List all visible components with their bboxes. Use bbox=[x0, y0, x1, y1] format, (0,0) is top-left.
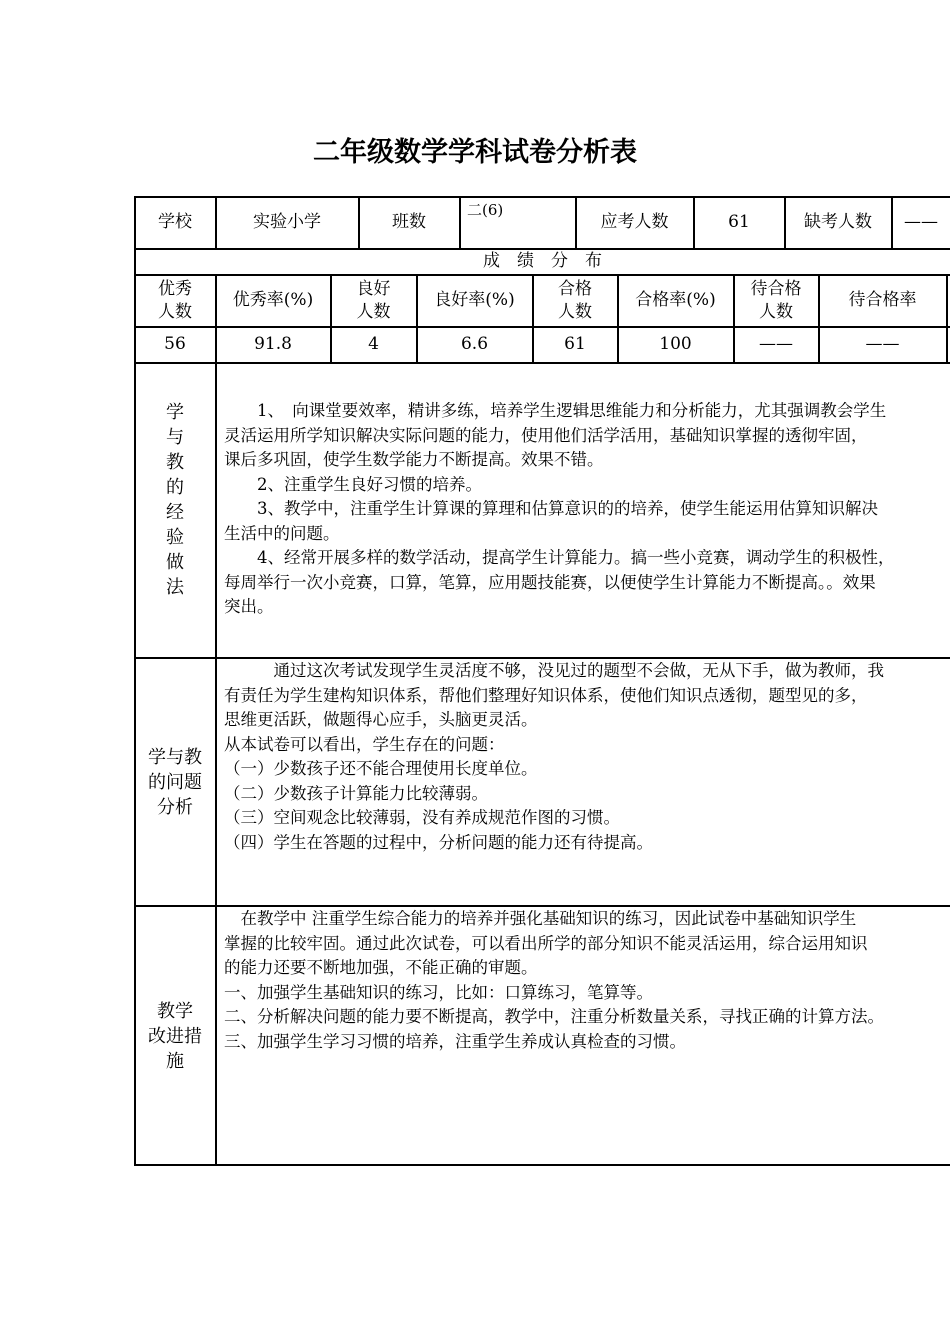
text-line: 4、经常开展多样的数学活动，提高学生计算能力。搞一些小竞赛，调动学生的积极性， bbox=[224, 548, 895, 567]
label-char: 与 bbox=[166, 427, 184, 448]
label-line: 的问题 bbox=[148, 771, 202, 793]
label-char: 法 bbox=[166, 577, 184, 598]
absent-count-value: —— bbox=[904, 212, 938, 232]
absent-count-label: 缺考人数 bbox=[804, 212, 872, 232]
pending-rate-header: 待合格率 bbox=[848, 290, 917, 310]
text-line: 1、 向课堂要效率，精讲多练，培养学生逻辑思维能力和分析能力，尤其强调教会学生 bbox=[224, 401, 887, 420]
label-line: 分析 bbox=[157, 796, 193, 818]
pass-count-value: 61 bbox=[564, 334, 586, 354]
label-line: 改进措 bbox=[148, 1025, 202, 1047]
pass-rate-header: 合格率(%) bbox=[635, 290, 716, 310]
expected-count-label: 应考人数 bbox=[600, 212, 669, 232]
header-line: 合格 bbox=[558, 278, 592, 299]
table-border bbox=[134, 1164, 950, 1166]
text-line: 的能力还要不断地加强，不能正确的审题。 bbox=[224, 958, 538, 977]
text-line: 一、加强学生基础知识的练习，比如：口算练习，笔算等。 bbox=[224, 982, 653, 1002]
text-line: 思维更活跃，做题得心应手，头脑更灵活。 bbox=[224, 710, 538, 729]
text-line: （三）空间观念比较薄弱，没有养成规范作图的习惯。 bbox=[224, 808, 620, 827]
good-rate-header: 良好率(%) bbox=[434, 290, 515, 310]
improvement-text bbox=[224, 907, 948, 1054]
header-line: 良好 bbox=[356, 278, 391, 299]
text-line: 掌握的比较牢固。通过此次试卷，可以看出所学的部分知识不能灵活运用，综合运用知识 bbox=[224, 933, 868, 953]
header-line: 人数 bbox=[356, 301, 391, 322]
experience-label bbox=[135, 400, 215, 615]
label-line: 教学 bbox=[157, 1000, 193, 1022]
excellent-rate-header: 优秀率(%) bbox=[232, 290, 314, 310]
header-line: 人数 bbox=[759, 301, 793, 322]
problems-label bbox=[135, 742, 215, 822]
text-line: 通过这次考试发现学生灵活度不够，没见过的题型不会做，无从下手，做为教师，我 bbox=[224, 661, 884, 680]
pass-rate-value: 100 bbox=[659, 334, 692, 354]
table-border bbox=[215, 362, 217, 1165]
problems-text bbox=[224, 659, 948, 855]
excellent-count-header bbox=[135, 275, 215, 326]
pending-count-header bbox=[734, 275, 818, 326]
label-line: 施 bbox=[166, 1050, 184, 1072]
pending-count-value: —— bbox=[759, 334, 793, 354]
good-rate-value: 6.6 bbox=[460, 334, 489, 354]
pending-rate-value: —— bbox=[865, 334, 900, 354]
text-line: 每周举行一次小竞赛，口算，笔算，应用题技能赛，以便使学生计算能力不断提高。。效果 bbox=[224, 572, 876, 592]
improvement-label bbox=[135, 996, 215, 1076]
text-line: （二）少数孩子计算能力比较薄弱。 bbox=[224, 783, 488, 803]
label-line: 学与教 bbox=[148, 746, 202, 768]
text-line: （一）少数孩子还不能合理使用长度单位。 bbox=[224, 759, 538, 778]
text-line: 突出。 bbox=[224, 597, 274, 616]
table-border bbox=[134, 362, 950, 364]
page-title: 二年级数学学科试卷分析表 bbox=[313, 137, 637, 168]
text-line: 灵活运用所学知识解决实际问题的能力，使用他们活学活用，基础知识掌握的透彻牢固， bbox=[224, 425, 868, 445]
text-line: 3、教学中，注重学生计算课的算理和估算意识的的培养，使学生能运用估算知识解决 bbox=[224, 499, 878, 518]
text-line: 三、加强学生学习习惯的培养，注重学生养成认真检查的习惯。 bbox=[224, 1031, 686, 1051]
text-line: （四）学生在答题的过程中，分析问题的能力还有待提高。 bbox=[224, 832, 653, 852]
table-border bbox=[459, 196, 461, 249]
school-label: 学校 bbox=[158, 212, 192, 232]
good-count-value: 4 bbox=[368, 334, 379, 354]
label-char: 经 bbox=[166, 502, 184, 523]
header-line: 优秀 bbox=[158, 278, 192, 299]
header-line: 人数 bbox=[558, 301, 592, 322]
school-value: 实验小学 bbox=[253, 212, 321, 232]
class-value: 二(6) bbox=[467, 201, 504, 219]
excellent-count-value: 56 bbox=[164, 334, 186, 354]
label-char: 验 bbox=[166, 527, 184, 548]
text-line: 2、注重学生良好习惯的培养。 bbox=[224, 474, 482, 494]
label-char: 的 bbox=[166, 477, 184, 498]
label-char: 学 bbox=[166, 402, 184, 423]
text-line: 在教学中 注重学生综合能力的培养并强化基础知识的练习，因此试卷中基础知识学生 bbox=[224, 909, 857, 928]
excellent-rate-value: 91.8 bbox=[254, 334, 292, 354]
header-line: 人数 bbox=[158, 301, 192, 322]
label-char: 教 bbox=[166, 452, 184, 473]
score-distribution-heading: 成 绩 分 布 bbox=[483, 251, 602, 271]
expected-count-value: 61 bbox=[728, 212, 750, 232]
text-line: 课后多巩固，使学生数学能力不断提高。效果不错。 bbox=[224, 450, 604, 469]
table-border bbox=[946, 274, 948, 363]
experience-text bbox=[224, 399, 948, 620]
text-line: 有责任为学生建构知识体系，帮他们整理好知识体系，使他们知识点透彻，题型见的多， bbox=[224, 685, 868, 705]
text-line: 二、分析解决问题的能力要不断提高，教学中，注重分析数量关系，寻找正确的计算方法。 bbox=[224, 1007, 884, 1026]
text-line: 生活中的问题。 bbox=[224, 523, 340, 543]
header-line: 待合格 bbox=[750, 278, 802, 299]
pass-count-header bbox=[533, 275, 617, 326]
text-line: 从本试卷可以看出，学生存在的问题： bbox=[224, 734, 505, 754]
good-count-header bbox=[331, 275, 416, 326]
label-char: 做 bbox=[166, 552, 184, 573]
class-label: 班数 bbox=[392, 212, 426, 232]
